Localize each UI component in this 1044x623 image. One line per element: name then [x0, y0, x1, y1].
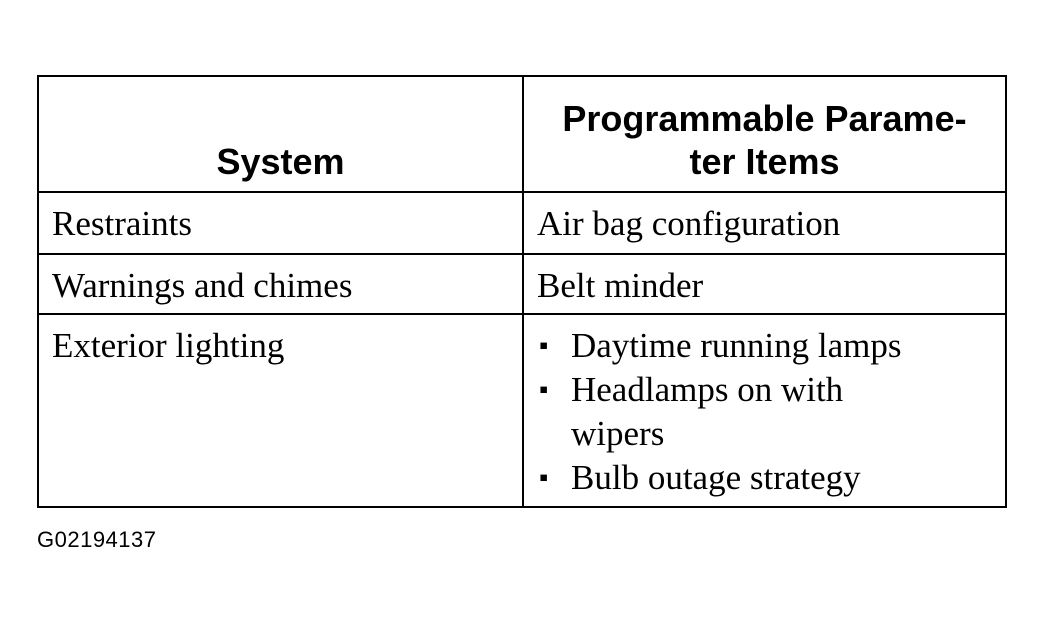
item-headlamps-line-1: Headlamps on with [571, 370, 844, 409]
list-item [537, 456, 1005, 500]
header-parameter-items [523, 76, 1006, 192]
bullet-icon: ▪ [539, 463, 549, 492]
system-cell [38, 254, 523, 314]
system-restraints: Restraints [52, 204, 192, 243]
system-warnings-and-chimes: Warnings and chimes [52, 266, 353, 305]
items-cell [523, 192, 1006, 254]
header-items-line-1: Programmable Parame- [562, 98, 967, 139]
system-cell [38, 314, 523, 507]
items-cell [523, 254, 1006, 314]
list-item [537, 324, 1005, 368]
item-belt-minder: Belt minder [537, 266, 704, 305]
item-daytime-running-lamps: Daytime running lamps [571, 326, 902, 365]
item-headlamps-line-2: wipers [571, 414, 665, 453]
figure-id: G02194137 [37, 527, 157, 552]
item-bulb-outage-strategy: Bulb outage strategy [571, 458, 861, 497]
parameter-table [37, 75, 1007, 508]
table-header-row [38, 76, 1006, 192]
table-row [38, 314, 1006, 507]
header-system [38, 76, 523, 192]
item-air-bag-configuration: Air bag configuration [537, 204, 841, 243]
items-cell [523, 314, 1006, 507]
list-item [537, 368, 1005, 456]
table-row [38, 254, 1006, 314]
table-row [38, 192, 1006, 254]
system-exterior-lighting: Exterior lighting [52, 326, 285, 365]
header-system-label: System [216, 141, 345, 182]
bullet-icon: ▪ [539, 331, 549, 360]
bullet-icon: ▪ [539, 375, 549, 404]
items-bullet-list [537, 315, 1005, 500]
header-items-line-2: ter Items [689, 141, 840, 182]
system-cell [38, 192, 523, 254]
